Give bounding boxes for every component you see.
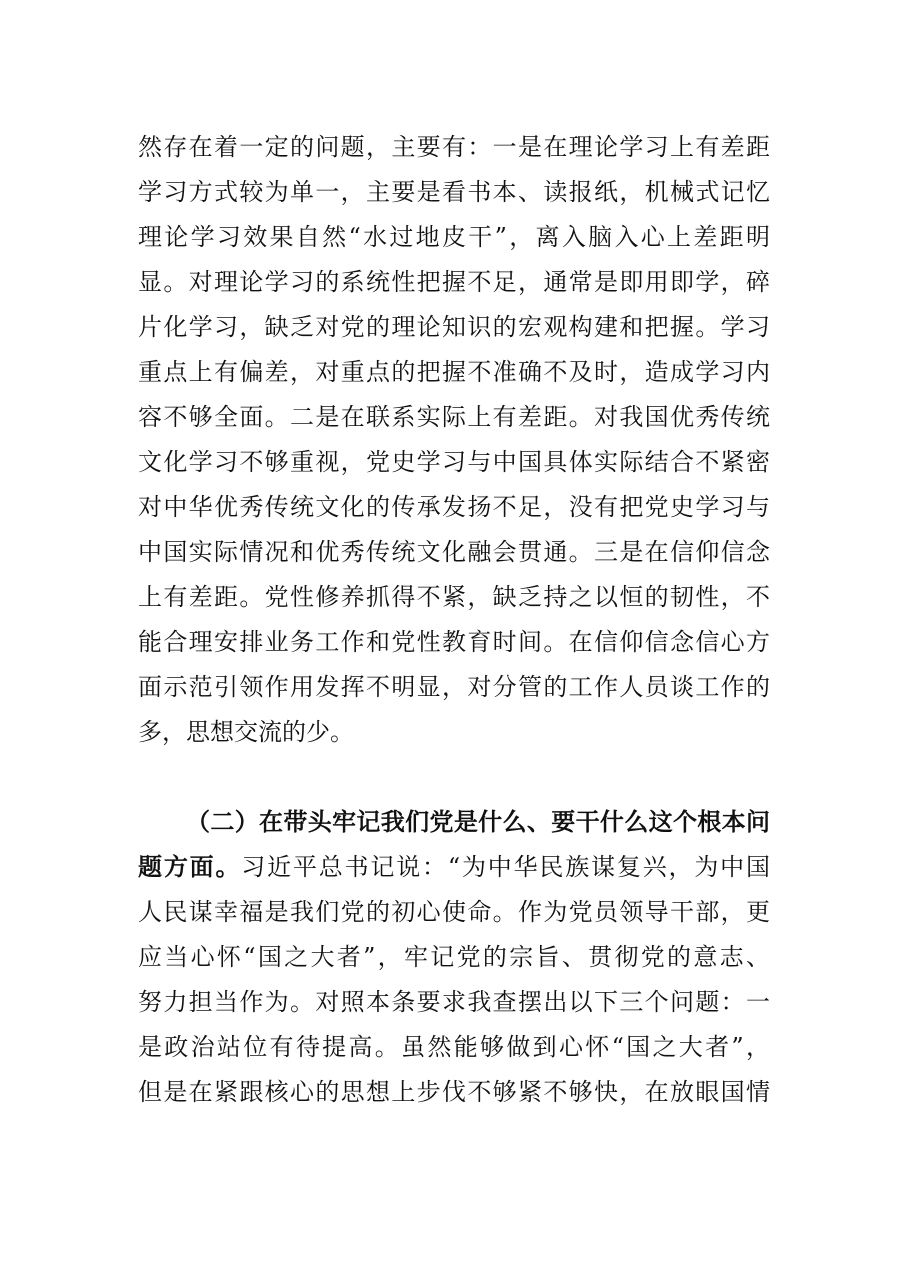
paragraph-1-line-8: 文化学习不够重视，党史学习与中国具体实际结合不紧密 — [138, 448, 770, 476]
paragraph-1-line-1: 然存在着一定的问题，主要有：一是在理论学习上有差距 — [138, 133, 770, 161]
paragraph-1-line-5: 片化学习，缺乏对党的理论知识的宏观构建和把握。学习 — [138, 313, 770, 341]
paragraph-2-line-7: 但是在紧跟核心的思想上步伐不够紧不够快，在放眼国情 — [138, 1078, 770, 1106]
paragraph-1-line-12: 能合理安排业务工作和党性教育时间。在信仰信念信心方 — [138, 628, 770, 656]
paragraph-1-line-7: 容不够全面。二是在联系实际上有差距。对我国优秀传统 — [138, 403, 770, 431]
section-heading-bold: 题方面。 — [138, 853, 242, 881]
paragraph-1-line-6: 重点上有偏差，对重点的把握不准确不及时，造成学习内 — [138, 358, 770, 386]
paragraph-1-line-11: 上有差距。党性修养抓得不紧，缺乏持之以恒的韧性，不 — [138, 583, 770, 611]
paragraph-1-line-13: 面示范引领作用发挥不明显，对分管的工作人员谈工作的 — [138, 673, 770, 701]
paragraph-1-line-10: 中国实际情况和优秀传统文化融会贯通。三是在信仰信念 — [138, 538, 770, 566]
section-heading-line-1: （二）在带头牢记我们党是什么、要干什么这个根本问 — [186, 808, 770, 836]
paragraph-1-line-4: 显。对理论学习的系统性把握不足，通常是即用即学，碎 — [138, 268, 770, 296]
paragraph-2-line-3: 人民谋幸福是我们党的初心使命。作为党员领导干部，更 — [138, 898, 770, 926]
paragraph-1-line-9: 对中华优秀传统文化的传承发扬不足，没有把党史学习与 — [138, 493, 770, 521]
paragraph-1-line-14: 多，思想交流的少。 — [138, 718, 354, 746]
paragraph-1-line-3: 理论学习效果自然“水过地皮干”，离入脑入心上差距明 — [138, 223, 770, 251]
paragraph-1-line-2: 学习方式较为单一，主要是看书本、读报纸，机械式记忆 — [138, 178, 770, 206]
paragraph-2-line-6: 是政治站位有待提高。虽然能够做到心怀“国之大者”， — [138, 1033, 770, 1061]
section-heading-line-2 — [138, 845, 770, 889]
paragraph-2-line-5: 努力担当作为。对照本条要求我查摆出以下三个问题：一 — [138, 988, 770, 1016]
paragraph-2-line-4: 应当心怀“国之大者”，牢记党的宗旨、贯彻党的意志、 — [138, 943, 770, 971]
section-heading-rest: 习近平总书记说：“为中华民族谋复兴，为中国 — [241, 853, 770, 881]
